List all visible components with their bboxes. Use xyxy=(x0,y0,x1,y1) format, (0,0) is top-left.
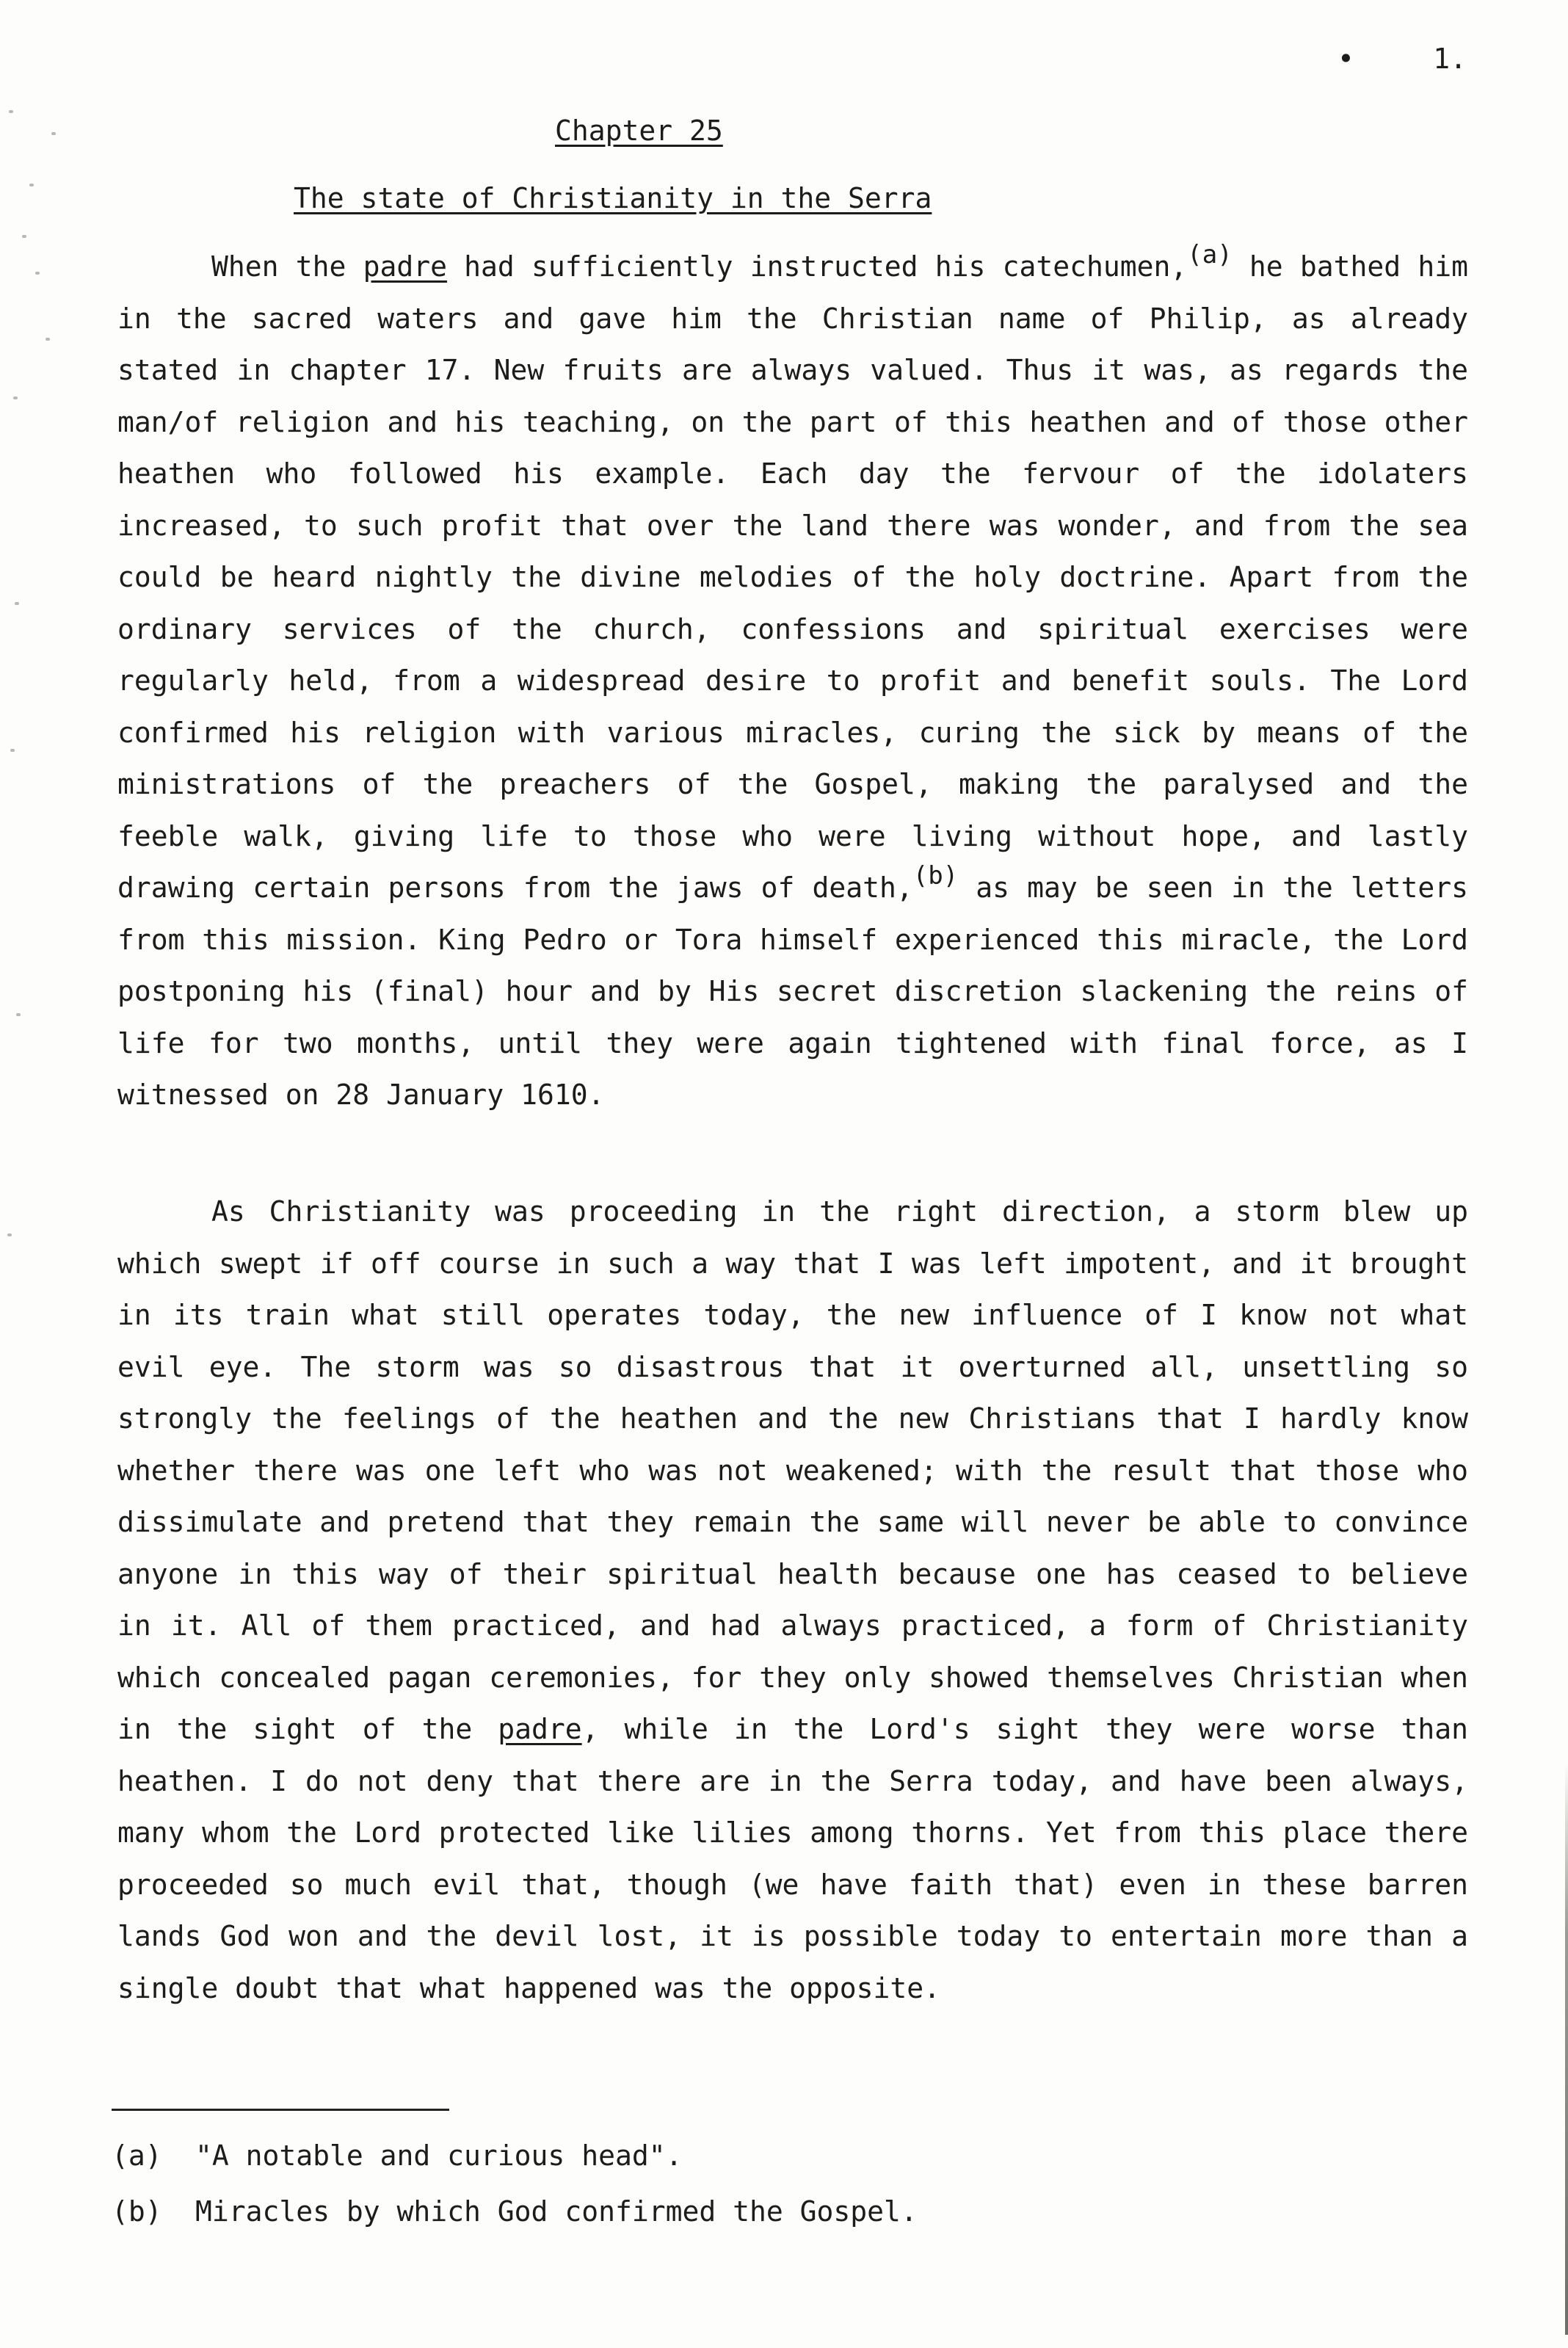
page-number: 1. xyxy=(1433,43,1467,75)
footnote-ref-b: (b) xyxy=(912,861,959,891)
paragraph-2-segment-1: As Christianity was proceeding in the right direction, a storm blew up which swept if off course in such a way that I was left impotent, and it brought in its train what still operates today, the new influence of I know not what evil eye. The storm was so disastrous that it overturned all, unsettling so strongly the feelings of the heathen and the new Christians that I hardly know whether there was one left who was not weakened; with the result that those who dissimulate and pretend that they remain the same will never be able to convince anyone in this way of their spiritual health because one has ceased to believe in it. All of them practiced, and had always practiced, a form of Christianity which concealed pagan ceremonies, for they only showed themselves Christian when in the sight of the xyxy=(117,1195,1468,1745)
scan-speck xyxy=(10,749,15,752)
footnote-marker: (a) xyxy=(112,2139,162,2172)
padre-underlined: padre xyxy=(498,1713,582,1745)
paragraph-2 xyxy=(117,1186,1468,2014)
scan-speck xyxy=(16,1013,21,1016)
chapter-heading: Chapter 25 xyxy=(555,115,723,147)
paragraph-1-segment-2: had sufficiently instructed his catechumen, xyxy=(446,250,1188,283)
scan-speck xyxy=(13,396,18,399)
scan-speck xyxy=(9,110,13,113)
scan-speck xyxy=(7,1233,12,1236)
scan-speck xyxy=(51,132,56,135)
scan-speck xyxy=(29,184,34,186)
scan-speck xyxy=(35,272,40,275)
paragraph-1 xyxy=(117,241,1468,1121)
scan-speck xyxy=(46,338,50,341)
footnote-text: "A notable and curious head". xyxy=(195,2139,683,2172)
paragraph-2-text xyxy=(117,1186,1468,2014)
footnote-text: Miracles by which God confirmed the Gospel. xyxy=(195,2195,918,2228)
footnotes xyxy=(112,2128,1462,2239)
page-dot: • xyxy=(1337,43,1354,75)
padre-underlined: padre xyxy=(363,250,447,283)
paragraph-1-segment-1: When the xyxy=(211,250,363,283)
footnote-ref-a: (a) xyxy=(1187,240,1233,269)
scan-speck xyxy=(22,235,26,238)
scan-right-edge xyxy=(1565,1762,1568,2335)
footnote-marker: (b) xyxy=(112,2195,162,2228)
paragraph-2-segment-2: , while in the Lord's sight they were worse than heathen. I do not deny that there are in the Serra today, and have been always, many whom the Lord protected like lilies among thorns. Yet from this place there proceeded so much evil that, though (we have faith that) even in these barren lands God won and the devil lost, it is possible today to entertain more than a single doubt that what happened was the opposite. xyxy=(117,1713,1469,2004)
paragraph-1-segment-3: he bathed him in the sacred waters and gave him the Christian name of Philip, as already stated in chapter 17. New fruits are always valued. Thus it was, as regards the man/of religion and his teaching, on the part of this heathen and of those other heathen who followed his example. Each day the fervour of the idolaters increased, to such profit that over the land there was wonder, and from the sea could be heard nightly the divine melodies of the holy doctrine. Apart from the ordinary services of the church, confessions and spiritual exercises were regularly held, from a widespread desire to profit and benefit souls. The Lord confirmed his religion with various miracles, curing the sick by means of the ministrations of the preachers of the Gospel, making the paralysed and the feeble walk, giving life to those who were living without hope, and lastly drawing certain persons from the jaws of death, xyxy=(117,250,1468,904)
scan-margin-specks xyxy=(0,88,88,1336)
footnote-rule xyxy=(112,2109,449,2111)
footnote-b xyxy=(112,2184,1462,2239)
paragraph-1-segment-4: as may be seen in the letters from this mission. King Pedro or Tora himself experienced this miracle, the Lord postponing his (final) hour and by His secret discretion slackening the reins of life for two months, until they were again tightened with final force, as I witnessed on 28 January 1610. xyxy=(117,872,1468,1111)
footnote-a xyxy=(112,2128,1462,2184)
paragraph-1-text xyxy=(117,241,1468,1121)
section-title: The state of Christianity in the Serra xyxy=(294,182,932,214)
scan-speck xyxy=(15,602,19,605)
